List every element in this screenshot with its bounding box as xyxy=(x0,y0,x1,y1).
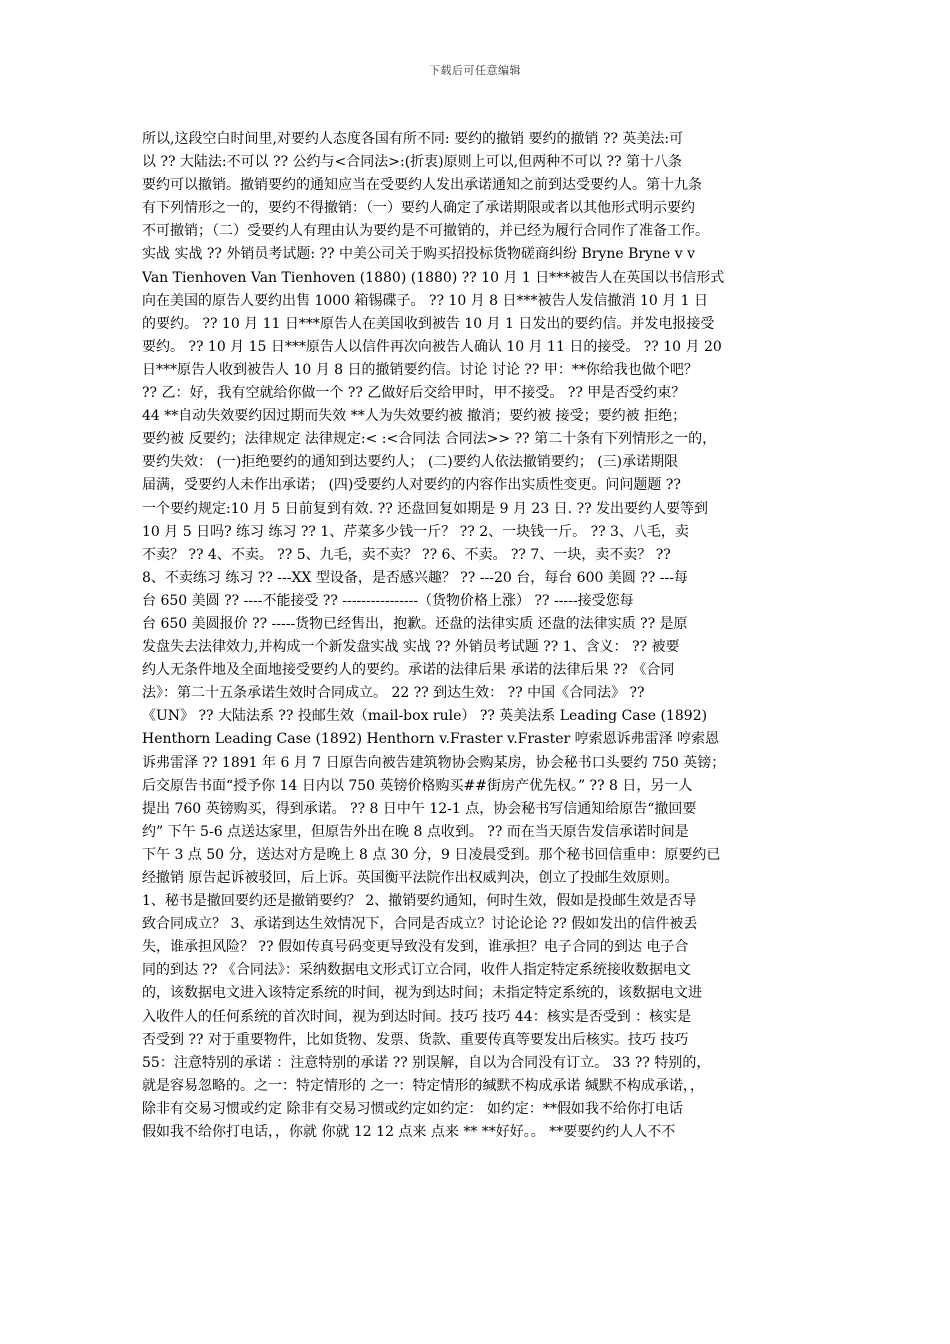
text-line: 要约失效： (一)拒绝要约的通知到达要约人； (二)要约人依法撤销要约； (三)承诺期限 xyxy=(142,454,679,471)
text-line: ?? 乙：好，我有空就给你做一个 ?? 乙做好后交给甲时，甲不接受。 ?? 甲是否受约束？ xyxy=(142,385,686,402)
text-line: 经撤销 原告起诉被驳回，后上诉。英国衡平法院作出权威判决，创立了投邮生效原则。 xyxy=(142,870,679,886)
text-line: 诉弗雷泽 ?? 1891 年 6 月 7 日原告向被告建筑物协会购某房，协会秘书口头要约 750 英镑； xyxy=(142,754,726,771)
text-line: 失，谁承担风险？ ?? 假如传真号码变更导致没有发到，谁承担？电子合同的到达 电子合 xyxy=(142,939,689,956)
text-line: 要约可以撤销。撤销要约的通知应当在受要约人发出承诺通知之前到达受要约人。第十九条 xyxy=(142,177,702,194)
text-line: 要约。 ?? 10 月 15 日***原告人以信件再次向被告人确认 10 月 11 日的接受。 ?? 10 月 20 xyxy=(142,338,722,355)
text-line: Van Tienhoven Van Tienhoven (1880) (1880) ?? 10 月 1 日***被告人在英国以书信形式 xyxy=(142,269,725,286)
text-line: 届满，受要约人未作出承诺； (四)受要约人对要约的内容作出实质性变更。问问题题 ?? xyxy=(142,477,681,494)
text-line: 一个要约规定:10 月 5 日前复到有效. ?? 还盘回复如期是 9 月 23 日. ?? 发出要约人要等到 xyxy=(142,500,709,517)
text-line: 约” 下午 5-6 点送达家里，但原告外出在晚 8 点收到。 ?? 而在当天原告发信承诺时间是 xyxy=(142,823,689,840)
text-line: 法》：第二十五条承诺生效时合同成立。 22 ?? 到达生效： ?? 中国《合同法》 ?? xyxy=(142,685,645,702)
text-line: 不可撤销；（二）受要约人有理由认为要约是不可撤销的，并已经为履行合同作了准备工作。 xyxy=(142,223,709,240)
text-line: 以 ?? 大陆法:不可以 ?? 公约与<合同法>:(折衷)原则上可以,但两种不可以 ?? 第十八条 xyxy=(142,154,683,171)
text-line: 有下列情形之一的，要约不得撤销：（一）要约人确定了承诺期限或者以其他形式明示要约 xyxy=(142,200,695,217)
text-line: 发盘失去法律效力,并构成一个新发盘实战 实战 ?? 外销员考试题 ?? 1、含义： ?? 被要 xyxy=(142,639,680,656)
text-line: 实战 实战 ?? 外销员考试题: ?? 中美公司关于购买招投标货物磋商纠纷 Bryne Bryne v v xyxy=(142,246,695,263)
page-header: 下载后可任意编辑 xyxy=(429,64,521,77)
text-line: 8、不卖练习 练习 ?? ---XX 型设备，是否感兴趣？ ?? ---20 台，每台 600 美圆 ?? ---每 xyxy=(142,569,688,586)
text-line: 台 650 美圆报价 ?? -----货物已经售出，抱歉。还盘的法律实质 还盘的法律实质 ?? 是原 xyxy=(142,615,688,632)
text-line: 向在美国的原告人要约出售 1000 箱锡碟子。 ?? 10 月 8 日***被告人发信撤消 10 月 1 日 xyxy=(142,292,709,309)
text-line: 同的到达 ?? 《合同法》：采纳数据电文形式订立合同，收件人指定特定系统接收数据电文 xyxy=(142,962,691,979)
text-line: 除非有交易习惯或约定 除非有交易习惯或约定如约定： 如约定：**假如我不给你打电话 xyxy=(142,1100,683,1117)
text-line: 要约被 反要约；法律规定 法律规定:< :<合同法 合同法>> ?? 第二十条有下列情形之一的， xyxy=(142,431,717,448)
text-line: 不卖？ ?? 4、不卖。 ?? 5、九毛，卖不卖？ ?? 6、不卖。 ?? 7、一块，卖不卖？ ?? xyxy=(142,546,671,563)
text-line: 后交原告书面“授予你 14 日内以 750 英镑价格购买##街房产优先权。” ?? 8 日，另一人 xyxy=(142,777,693,794)
text-line: 《UN》 ?? 大陆法系 ?? 投邮生效（mail-box rule） ?? 英美法系 Leading Case (1892) xyxy=(142,708,708,725)
text-line: 10 月 5 日吗? 练习 练习 ?? 1、芹菜多少钱一斤？ ?? 2、一块钱一斤。 ?? 3、八毛，卖 xyxy=(142,523,689,540)
text-line: 的要约。 ?? 10 月 11 日***原告人在美国收到被告 10 月 1 日发出的要约信。并发电报接受 xyxy=(142,315,715,332)
text-line: 台 650 美圆 ?? ----不能接受 ?? ----------------（货物价格上涨） ?? -----接受您每 xyxy=(142,592,634,609)
text-line: 约人无条件地及全面地接受要约人的要约。承诺的法律后果 承诺的法律后果 ?? 《合同 xyxy=(142,662,675,679)
text-line: 否受到 ?? 对于重要物件，比如货物、发票、货款、重要传真等要发出后核实。技巧 技巧 xyxy=(142,1031,689,1048)
text-line: 的，该数据电文进入该特定系统的时间，视为到达时间；未指定特定系统的，该数据电文进 xyxy=(142,985,702,1002)
text-line: 就是容易忽略的。之一：特定情形的 之一：特定情形的缄默不构成承诺 缄默不构成承诺，， xyxy=(142,1077,704,1094)
text-line: 55：注意特别的承诺 ：注意特别的承诺 ?? 别误解，自以为合同没有订立。 33 ?? 特别的， xyxy=(142,1054,711,1071)
text-line: 日***原告人收到被告人 10 月 8 日的撤销要约信。讨论 讨论 ?? 甲：**你给我也做个吧？ xyxy=(142,361,698,378)
text-line: 44 **自动失效要约因过期而失效 **人为失效要约被 撤消；要约被 接受；要约被 拒绝； xyxy=(142,408,687,425)
text-line: 假如我不给你打电话，，你就 你就 12 12 点来 点来 ** **好好。。 **要要约约人人不不 xyxy=(142,1124,676,1141)
text-line: Henthorn Leading Case (1892) Henthorn v.Fraster v.Fraster 哼索恩诉弗雷泽 哼索恩 xyxy=(142,731,720,748)
text-line: 致合同成立？ 3、承诺到达生效情况下，合同是否成立？讨论论论 ?? 假如发出的信件被丢 xyxy=(142,916,698,933)
text-line: 入收件人的任何系统的首次时间，视为到达时间。技巧 技巧 44：核实是否受到 ：核实是 xyxy=(142,1008,692,1025)
text-line: 下午 3 点 50 分，送达对方是晚上 8 点 30 分，9 日凌晨受到。那个秘书回信重申：原要约已 xyxy=(142,846,721,863)
text-line: 提出 760 英镑购买，得到承诺。 ?? 8 日中午 12-1 点，协会秘书写信通知给原告“撤回要 xyxy=(142,800,697,817)
text-line: 1、秘书是撤回要约还是撤销要约？ 2、撤销要约通知，何时生效，假如是投邮生效是否导 xyxy=(142,893,697,910)
document-body xyxy=(142,128,810,1144)
text-line: 所以,这段空白时间里,对要约人态度各国有所不同: 要约的撤销 要约的撤销 ?? 英美法:可 xyxy=(142,131,684,147)
